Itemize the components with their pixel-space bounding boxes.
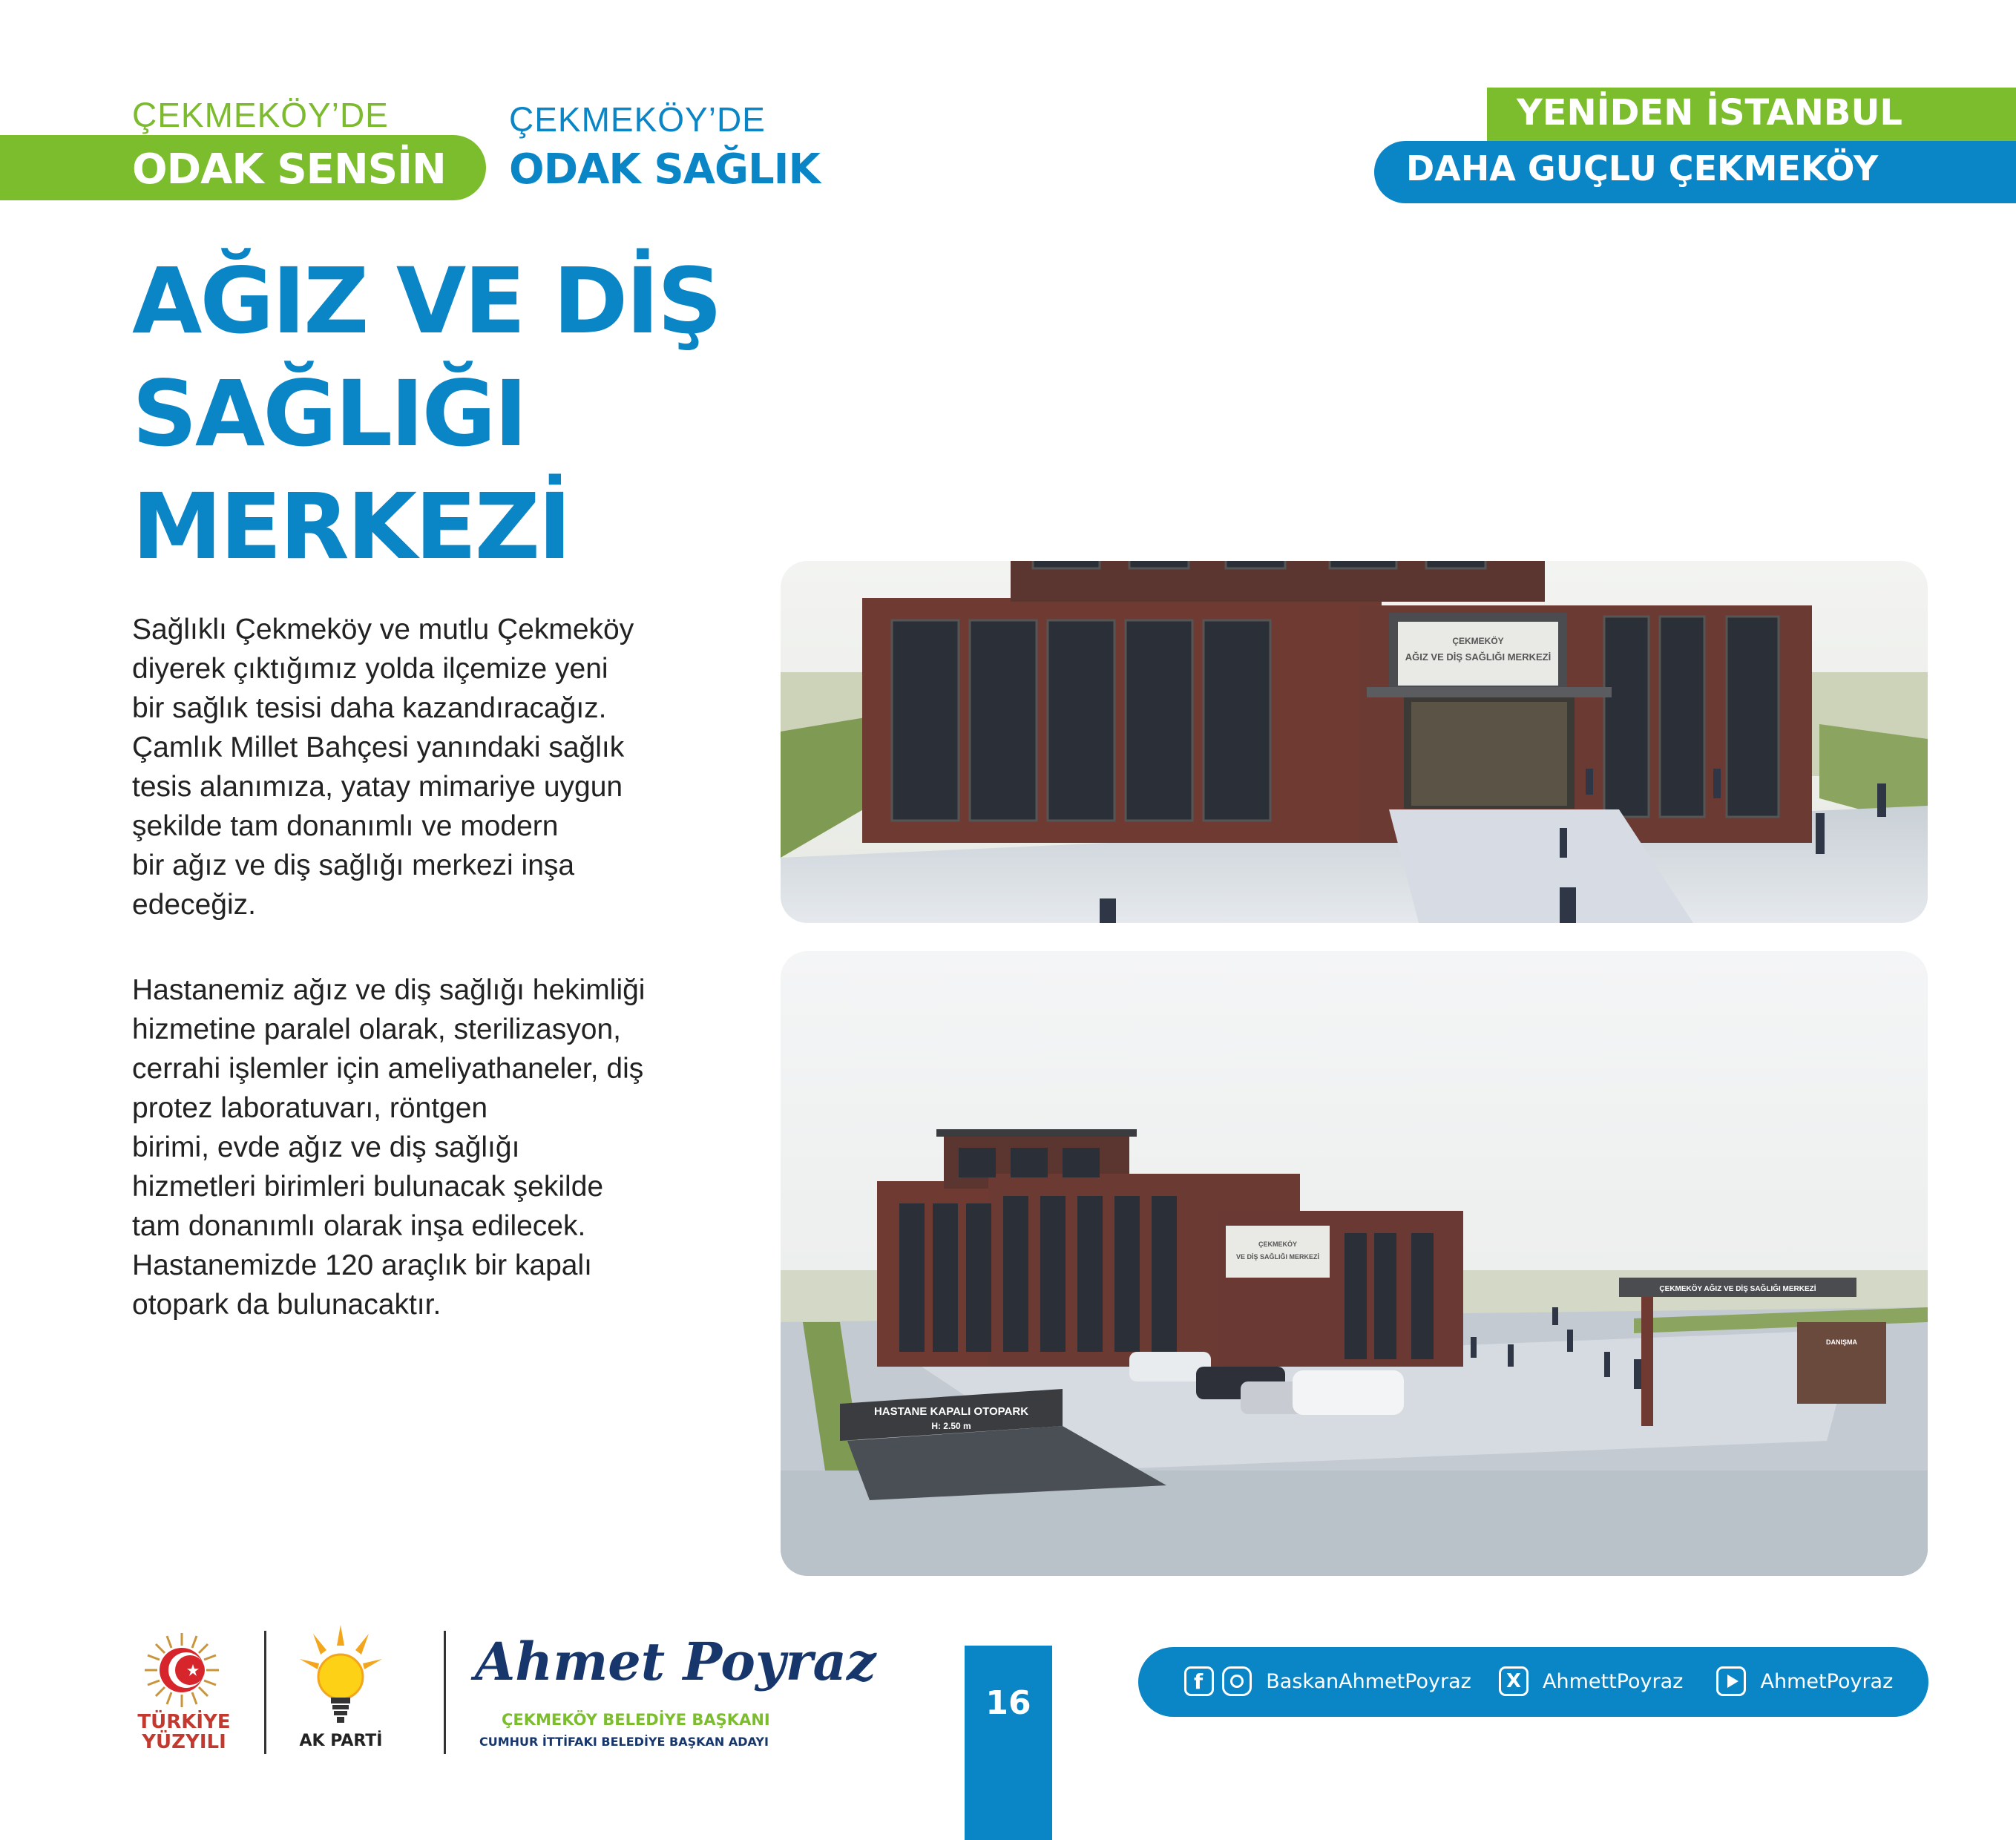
social-handle-youtube[interactable]: AhmetPoyraz [1760,1669,1894,1693]
page-title [132,245,800,583]
instagram-icon[interactable] [1222,1666,1252,1696]
header-slogan-small-2: ÇEKMEKÖY’DE [509,100,766,139]
akparti-logo [298,1623,384,1727]
page-number: 16 [985,1684,1031,1722]
lightbulb-icon [298,1623,384,1727]
paragraph-line: tesis alanımıza, yatay mimariye uygun [132,771,623,803]
social-handle-x[interactable]: AhmettPoyraz [1543,1669,1684,1693]
social-row [1184,1666,1893,1696]
turkiye-text: TÜRKİYE [137,1711,231,1733]
footer-divider [444,1631,446,1754]
header-slogan-big-2: ODAK SAĞLIK [509,145,820,194]
paragraph-line: cerrahi işlemler için ameliyathaneler, diş [132,1053,644,1085]
header-right-top-text: YENİDEN İSTANBUL [1517,92,1903,134]
paragraph-line: otopark da bulunacaktır. [132,1289,441,1321]
paragraph-line: bir ağız ve diş sağlığı merkezi inşa [132,850,575,881]
yuzyili-text: YÜZYILI [142,1731,226,1753]
paragraph-line: Sağlıklı Çekmeköy ve mutlu Çekmeköy [132,614,634,645]
building-aerial-illustration [781,951,1928,1576]
paragraph-line: edeceğiz. [132,889,256,921]
gate-sign: ÇEKMEKÖY AĞIZ VE DİŞ SAĞLIĞI MERKEZİ [1659,1285,1816,1293]
aerial-sign-line-1: ÇEKMEKÖY [1258,1241,1298,1248]
youtube-icon[interactable] [1716,1666,1746,1696]
paragraph-line: Hastanemizde 120 araçlık bir kapalı [132,1249,592,1281]
header-slogan-small-1: ÇEKMEKÖY’DE [132,96,389,134]
building-front-render [781,561,1928,923]
x-twitter-icon[interactable]: X [1499,1666,1529,1696]
paragraph-line: hizmetine paralel olarak, sterilizasyon, [132,1013,621,1045]
parking-height-sign: H: 2.50 m [931,1421,971,1431]
paragraph-line: tam donanımlı olarak inşa edilecek. [132,1210,586,1242]
parking-sign: HASTANE KAPALI OTOPARK [873,1405,1029,1418]
mayor-role: ÇEKMEKÖY BELEDİYE BAŞKANI [502,1711,770,1729]
building-front-illustration [781,561,1928,923]
turkiye-yuzyili-logo [141,1629,223,1711]
header-slogan-big-1: ODAK SENSİN [132,145,446,194]
paragraph-2 [132,970,755,1324]
title-line-1: AĞIZ VE DİŞ [132,249,720,354]
footer-divider [264,1631,266,1754]
akparti-text: AK PARTİ [299,1732,383,1750]
paragraph-line: Hastanemiz ağız ve diş sağlığı hekimliği [132,974,646,1006]
page-number-tab [965,1646,1052,1840]
booth-sign: DANIŞMA [1826,1338,1857,1346]
sun-crescent-icon [141,1629,223,1711]
paragraph-line: hizmetleri birimleri bulunacak şekilde [132,1171,604,1203]
header-right-bottom-text: DAHA GUÇLU ÇEKMEKÖY [1406,148,1879,188]
front-sign-line-1: ÇEKMEKÖY [1452,636,1504,646]
aerial-sign-line-2: VE DİŞ SAĞLIĞI MERKEZİ [1235,1253,1320,1261]
paragraph-1 [132,610,755,924]
building-aerial-render [781,951,1928,1576]
title-line-2: SAĞLIĞI [132,361,526,467]
front-sign-line-2: AĞIZ VE DİŞ SAĞLIĞI MERKEZİ [1405,651,1552,663]
facebook-icon[interactable]: f [1184,1666,1214,1696]
paragraph-line: diyerek çıktığımız yolda ilçemize yeni [132,653,608,685]
paragraph-line: şekilde tam donanımlı ve modern [132,810,559,842]
paragraph-line: Çamlık Millet Bahçesi yanındaki sağlık [132,732,625,763]
social-handle-facebook-instagram[interactable]: BaskanAhmetPoyraz [1266,1669,1471,1693]
title-line-3: MERKEZİ [132,474,570,579]
paragraph-line: birimi, evde ağız ve diş sağlığı [132,1131,520,1163]
paragraph-line: bir sağlık tesisi daha kazandıracağız. [132,692,607,724]
paragraph-line: protez laboratuvarı, röntgen [132,1092,488,1124]
candidate-label: CUMHUR İTTİFAKI BELEDİYE BAŞKAN ADAYI [479,1735,769,1749]
turkiye-yuzyili-text [132,1712,236,1752]
signature: Ahmet Poyraz [475,1631,876,1692]
